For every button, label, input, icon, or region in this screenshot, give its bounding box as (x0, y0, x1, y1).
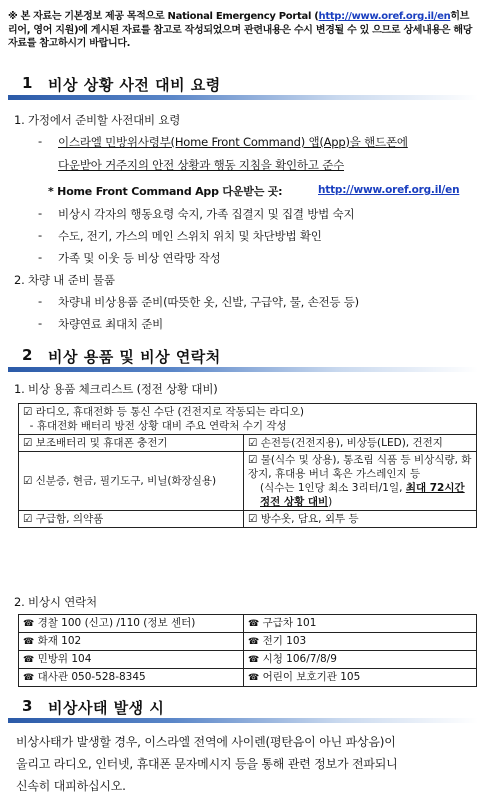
s1-dash: - (38, 134, 42, 148)
s3-para-line: 비상사태가 발생할 경우, 이스라엘 전역에 사이렌(평탄음이 아닌 파상음)이 (16, 735, 396, 749)
phone-icon: ☎ (248, 637, 260, 647)
contact-label: 시청 106/7/8/9 (262, 653, 337, 665)
s1-app-label: * Home Front Command App 다운받는 곳: (48, 185, 283, 198)
section3-title: 비상사태 발생 시 (48, 699, 165, 717)
section3-bar (8, 718, 478, 723)
table-row (19, 511, 477, 528)
contact-label: 구급차 101 (262, 617, 317, 629)
table-row (19, 404, 477, 435)
phone-icon: ☎ (23, 637, 35, 647)
section2-title: 비상 용품 및 비상 연락처 (48, 348, 221, 366)
s1-bullet: 수도, 전기, 가스의 메인 스위치 위치 및 차단방법 확인 (58, 229, 322, 243)
checklist-note-bold: 최대 72시간 정전 상황 대비 (260, 482, 465, 508)
table-row (19, 651, 477, 669)
table-row (19, 452, 477, 511)
checklist-cell: ☑ 방수옷, 담요, 외투 등 (244, 511, 477, 528)
section2-bar (8, 367, 478, 372)
table-row (19, 615, 477, 633)
checklist-cell: ☑ 보조배터리 및 휴대폰 충전기 (19, 435, 244, 452)
s2-item1: 1. 비상 용품 체크리스트 (정전 상황 대비) (14, 382, 218, 396)
checklist-row1b: - 휴대전화 배터리 방전 상황 대비 주요 연락처 수기 작성 (23, 420, 287, 432)
contact-label: 화재 102 (37, 635, 82, 647)
checklist-row3-right: ☑ 물(식수 및 상용), 통조림 식품 등 비상식량, 화장지, 휴대용 버너 혹은 가스레인지 등 (248, 454, 472, 480)
contact-cell (244, 651, 477, 669)
section3-header (8, 693, 478, 723)
checklist-cell: ☑ 손전등(건전지용), 비상등(LED), 건전지 (244, 435, 477, 452)
checklist-row1: ☑ 라디오, 휴대전화 등 통신 수단 (건전지로 작동되는 라디오) (23, 406, 304, 418)
s3-para-line: 울리고 라디오, 인터넷, 휴대폰 문자메시지 등을 통해 관련 정보가 전파되니 (16, 757, 398, 771)
notice-text2: 히브리어, 영어 지원)에 게시된 자료를 참고로 작성되었으며 관련내용은 수시 변경될 수 있 으므로 상세내용은 해당 자료를 참고하시기 바랍니다. (8, 11, 473, 49)
phone-icon: ☎ (23, 673, 35, 683)
notice-mark: ※ (8, 11, 18, 22)
s1-bullet1b: 다운받아 거주지의 안전 상황과 행동 지침을 확인하고 준수 (58, 158, 345, 172)
s1-dash: - (38, 294, 42, 308)
checklist-note2: ) (328, 496, 333, 508)
contact-cell (19, 651, 244, 669)
contact-cell (244, 633, 477, 651)
checklist-cell (244, 452, 477, 511)
section2-number: 2 (22, 346, 33, 364)
s1-car-bullet: 차량내 비상용품 준비(따뜻한 옷, 신발, 구급약, 물, 손전등 등) (58, 295, 359, 309)
contact-cell (19, 669, 244, 687)
contact-cell (19, 633, 244, 651)
section1-bar (8, 95, 478, 100)
s1-bullet: 비상시 각자의 행동요령 숙지, 가족 집결지 및 집결 방법 숙지 (58, 207, 355, 221)
checklist-cell (19, 404, 477, 435)
notice-text1: 본 자료는 기본정보 제공 목적으로 National Emergency Portal ( (20, 11, 319, 22)
phone-icon: ☎ (23, 655, 35, 665)
s1-app-link[interactable]: http://www.oref.org.il/en (318, 184, 460, 196)
s1-item2: 2. 차량 내 준비 물품 (14, 273, 115, 287)
section3-number: 3 (22, 697, 33, 715)
notice-link[interactable]: http://www.oref.org.il/en (318, 11, 451, 22)
checklist-note1: (식수는 1인당 최소 3리터/1일, (260, 482, 403, 494)
phone-icon: ☎ (248, 673, 260, 683)
contact-label: 경찰 100 (신고) /110 (정보 센터) (37, 617, 196, 629)
contact-label: 전기 103 (262, 635, 307, 647)
section1-title: 비상 상황 사전 대비 요령 (48, 76, 221, 94)
s1-bullet1a: 이스라엘 민방위사령부(Home Front Command) 앱(App)을 핸드폰에 (58, 135, 408, 149)
section2-header (8, 342, 478, 372)
notice (8, 10, 476, 51)
table-row (19, 435, 477, 452)
phone-icon: ☎ (23, 619, 35, 629)
s1-bullet: 가족 및 이웃 등 비상 연락망 작성 (58, 251, 221, 265)
phone-icon: ☎ (248, 619, 260, 629)
s3-para-line: 신속히 대피하십시오. (16, 779, 126, 793)
contact-cell (244, 669, 477, 687)
s2-item2: 2. 비상시 연락처 (14, 595, 97, 609)
s1-dash: - (38, 206, 42, 220)
section1-header (8, 70, 478, 100)
s1-dash: - (38, 316, 42, 330)
contact-cell (244, 615, 477, 633)
s1-dash: - (38, 228, 42, 242)
checklist-table (18, 403, 477, 528)
s1-car-bullet: 차량연료 최대치 준비 (58, 317, 164, 331)
contact-label: 대사관 050-528-8345 (37, 671, 146, 683)
s1-dash: - (38, 250, 42, 264)
contact-cell (19, 615, 244, 633)
phone-icon: ☎ (248, 655, 260, 665)
s1-item1: 1. 가정에서 준비할 사전대비 요령 (14, 113, 181, 127)
section1-number: 1 (22, 74, 33, 92)
checklist-cell: ☑ 구급함, 의약품 (19, 511, 244, 528)
contacts-table (18, 614, 477, 687)
contact-label: 어린이 보호기관 105 (262, 671, 361, 683)
checklist-note (248, 481, 472, 509)
contact-label: 민방위 104 (37, 653, 92, 665)
checklist-cell: ☑ 신분증, 현금, 필기도구, 비닐(화장실용) (19, 452, 244, 511)
table-row (19, 669, 477, 687)
table-row (19, 633, 477, 651)
